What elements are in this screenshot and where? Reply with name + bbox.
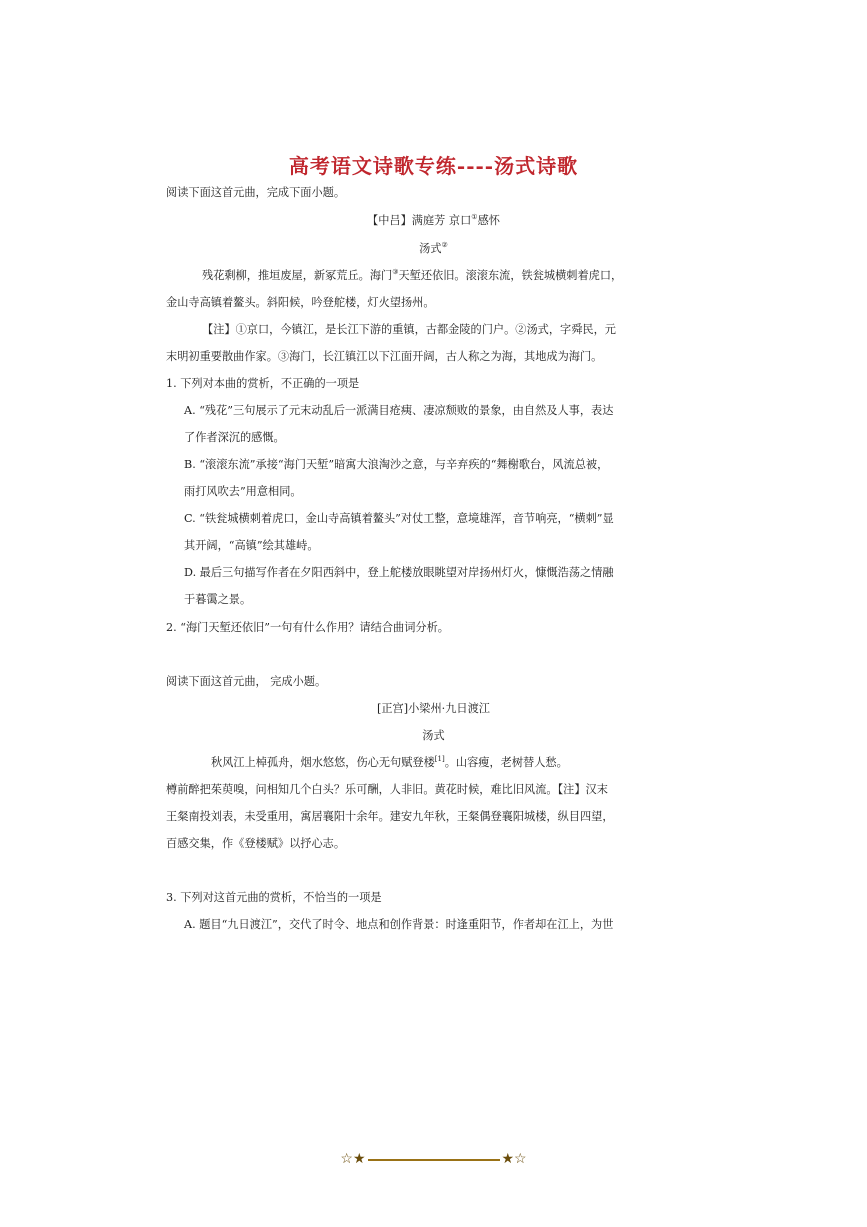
poem1-author: [0, 242, 867, 256]
poem1-line2: 金山寺高镇着鳌头。斜阳候，吟登舵楼，灯火望扬州。: [166, 296, 435, 309]
footer-ornament: [0, 1151, 867, 1167]
page-title: 高考语文诗歌专练----汤式诗歌: [288, 154, 579, 178]
section1-intro: 阅读下面这首元曲，完成下面小题。: [166, 186, 346, 199]
poem2-line1-note: [1]: [434, 755, 445, 763]
poem1-author-note: ②: [441, 241, 448, 249]
section2-intro: 阅读下面这首元曲， 完成小题。: [166, 675, 327, 688]
option-c-line1: C. “铁瓮城横刺着虎口，金山寺高镇着鳌头”对仗工整，意境雄浑，音节响亮，“横刺”显: [184, 512, 614, 525]
notes1-line1: 【注】①京口，今镇江，是长江下游的重镇，古都金陵的门户。②汤式，字舜民，元: [202, 323, 616, 336]
poem2-title: [正宫]小梁州·九日渡江: [377, 702, 490, 715]
poem2-line1-b: 。山容瘦，老树替人愁。: [444, 756, 568, 769]
poem2-line3: 王粲南投刘表，未受重用，寓居襄阳十余年。建安九年秋，王粲偶登襄阳城楼，纵目四望，: [166, 810, 614, 823]
poem2-line4: 百感交集，作《登楼赋》以抒心志。: [166, 837, 346, 850]
option-c-line2: 其开阔，“高镇”绘其雄峙。: [184, 539, 319, 552]
option-a-line1: A. “残花”三句展示了元末动乱后一派满目疮痍、凄凉颓败的景象，由自然及人事，表达: [184, 404, 614, 417]
question-1: 1. 下列对本曲的赏析，不正确的一项是: [166, 377, 360, 390]
poem2-line1: [211, 756, 568, 770]
poem1-line1-note: ③: [392, 268, 399, 276]
poem1-line1: [202, 269, 622, 283]
poem1-line1-a: 残花剩柳，推垣废屋，新冢荒丘。海门: [202, 269, 393, 282]
poem1-author-text: 汤式: [419, 242, 442, 255]
option-d-line2: 于暮霭之景。: [184, 593, 252, 606]
poem2-author: 汤式: [422, 729, 445, 742]
poem1-title: [0, 214, 867, 228]
option-b-line1: B. “滚滚东流”承接“海门天堑”暗寓大浪淘沙之意，与辛弃疾的“舞榭歌台，风流总被，: [184, 458, 609, 471]
poem1-line1-b: 天堑还依旧。滚滚东流，铁瓮城横刺着虎口，: [398, 269, 623, 282]
question-2: 2. “海门天堑还依旧”一句有什么作用？请结合曲词分析。: [166, 621, 449, 634]
question-3: 3. 下列对这首元曲的赏析，不恰当的一项是: [166, 891, 382, 904]
footer-stars-left: ☆★: [340, 1151, 366, 1167]
poem2-line2: 樽前醉把茱萸嗅，问相知几个白头？乐可酬，人非旧。黄花时候，难比旧风流。【注】汉末: [166, 783, 608, 796]
option-3a-line1: A. 题目“九日渡江”，交代了时令、地点和创作背景：时逢重阳节，作者却在江上，为世: [184, 918, 614, 931]
poem1-title-note: ①: [471, 213, 478, 221]
option-b-line2: 雨打风吹去”用意相同。: [184, 485, 302, 498]
notes1-line2: 末明初重要散曲作家。③海门，长江镇江以下江面开阔，古人称之为海，其地成为海门。: [166, 350, 603, 363]
poem1-title-text: 【中吕】满庭芳 京口: [367, 214, 472, 227]
option-a-line2: 了作者深沉的感慨。: [184, 431, 285, 444]
option-d-line1: D. 最后三句描写作者在夕阳西斜中，登上舵楼放眼眺望对岸扬州灯火，慷慨浩荡之情融: [184, 566, 614, 579]
poem1-title-tail: 感怀: [477, 214, 500, 227]
footer-stars-right: ★☆: [501, 1151, 527, 1167]
footer-divider: [368, 1159, 500, 1161]
poem2-line1-a: 秋风江上棹孤舟，烟水悠悠，伤心无句赋登楼: [211, 756, 435, 769]
